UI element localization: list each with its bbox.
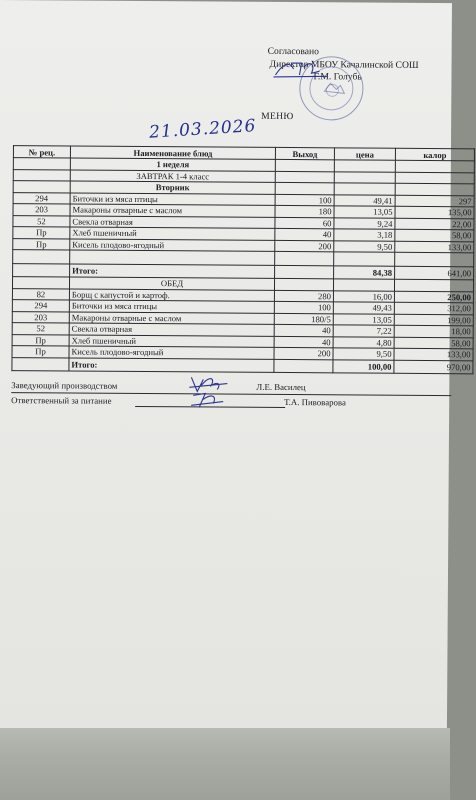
dish-name: Макароны отварные с маслом [70,204,275,217]
dish-calories: 58,00 [394,337,473,349]
recipe-number: 203 [12,311,69,323]
dish-output: 40 [275,228,334,240]
recipe-number: 294 [12,300,69,312]
dish-calories: 297 [395,195,474,207]
recipe-number: 82 [12,288,69,300]
dish-calories: 250,00 [394,291,473,303]
dish-price: 9,50 [334,240,395,252]
dish-output: 200 [275,240,334,252]
recipe-number: Пр [12,346,69,358]
empty-cell [274,359,333,372]
responsible-signature [187,389,227,411]
dish-calories: 22,00 [395,218,474,230]
responsible-name: Т.А. Пивоварова [284,396,346,408]
dish-output: 180/5 [274,313,333,325]
total-row [12,357,473,373]
col-calories: калор [395,148,474,161]
dish-name: Макароны отварные с маслом [69,311,274,324]
dish-name: Биточки из мяса птицы [69,300,274,313]
meal-breakfast-label: ЗАВТРАК 1-4 класс [70,169,275,182]
recipe-number: 52 [13,215,70,227]
background-surface [0,728,450,800]
empty-cell [334,252,395,266]
director-signature [271,59,331,81]
empty-cell [13,250,70,264]
empty-cell [13,264,70,277]
col-output: Выход [275,147,334,159]
dish-name: Хлеб пшеничный [69,334,274,347]
recipe-number: 294 [13,192,70,204]
total-calories: 641,00 [395,266,474,280]
dish-price: 13,05 [333,313,394,325]
recipe-number: 52 [12,323,69,335]
dish-calories: 135,00 [395,206,474,218]
dish-price: 16,00 [333,290,394,302]
meal-lunch-label: ОБЕД [69,277,274,290]
empty-cell [12,277,69,289]
dish-output: 100 [274,301,333,313]
dish-output: 100 [275,194,334,206]
menu-table [11,145,475,374]
recipe-number: Пр [12,334,69,346]
dish-calories: 58,00 [395,229,474,241]
empty-cell [70,250,275,265]
dish-name: Борщ с капустой и картоф. [69,288,274,301]
dish-price: 49,43 [333,302,394,314]
col-rec: № рец. [13,146,70,158]
dish-price: 7,22 [333,325,394,337]
col-price: цена [334,148,395,160]
recipe-number: Пр [13,227,70,239]
dish-price: 49,41 [334,194,395,206]
menu-title: МЕНЮ [261,110,294,123]
dish-name: Свекла отварная [69,323,274,336]
empty-cell [275,251,334,265]
total-calories: 970,00 [394,360,473,374]
dish-name: Кисель плодово-ягодный [70,238,275,251]
dish-price: 3,18 [334,229,395,241]
dish-name: Хлеб пшеничный [70,227,275,240]
approval-director: Директор МБОУ Качалинской СОШ [269,58,419,71]
total-price: 100,00 [333,359,394,372]
total-label: Итого: [70,264,275,278]
manager-label: Заведующий производством [11,380,118,391]
dish-calories: 199,00 [394,314,473,326]
dish-output: 40 [274,324,333,336]
empty-cell [275,265,334,278]
empty-cell [394,279,473,291]
total-price: 84,38 [334,266,395,279]
recipe-number: 203 [13,204,70,216]
dish-output: 200 [274,347,333,359]
empty-cell [333,279,394,291]
dish-name: Свекла отварная [70,215,275,228]
dish-output: 40 [274,336,333,348]
dish-calories: 133,00 [394,348,473,360]
total-label: Итого: [69,357,274,371]
dish-calories: 133,00 [395,241,474,253]
dish-price: 9,24 [334,217,395,229]
dish-calories: 312,00 [394,302,473,314]
empty-cell [12,357,69,370]
approval-heading: Согласовано [267,45,320,58]
dish-name: Кисель плодово-ягодный [69,346,274,359]
day-label: Вторник [70,181,275,194]
manager-name: Л.Е. Василец [256,381,306,393]
dish-output: 280 [274,290,333,302]
handwritten-date: 21.03.2026 [148,116,257,143]
dish-price: 9,50 [333,348,394,360]
approval-director-name: Г.М. Голубь [313,71,362,83]
dish-calories: 18,00 [394,325,473,337]
col-name: Наименование блюд [70,146,275,159]
dish-name: Биточки из мяса птицы [70,192,275,205]
week-label: 1 неделя [70,158,275,171]
recipe-number: Пр [13,238,70,250]
dish-price: 4,80 [333,336,394,348]
dish-price: 13,05 [334,206,395,218]
responsible-label: Ответственный за питание [11,395,112,406]
dish-output: 60 [275,217,334,229]
empty-cell [274,278,333,290]
dish-output: 180 [275,205,334,217]
empty-cell [395,252,474,267]
